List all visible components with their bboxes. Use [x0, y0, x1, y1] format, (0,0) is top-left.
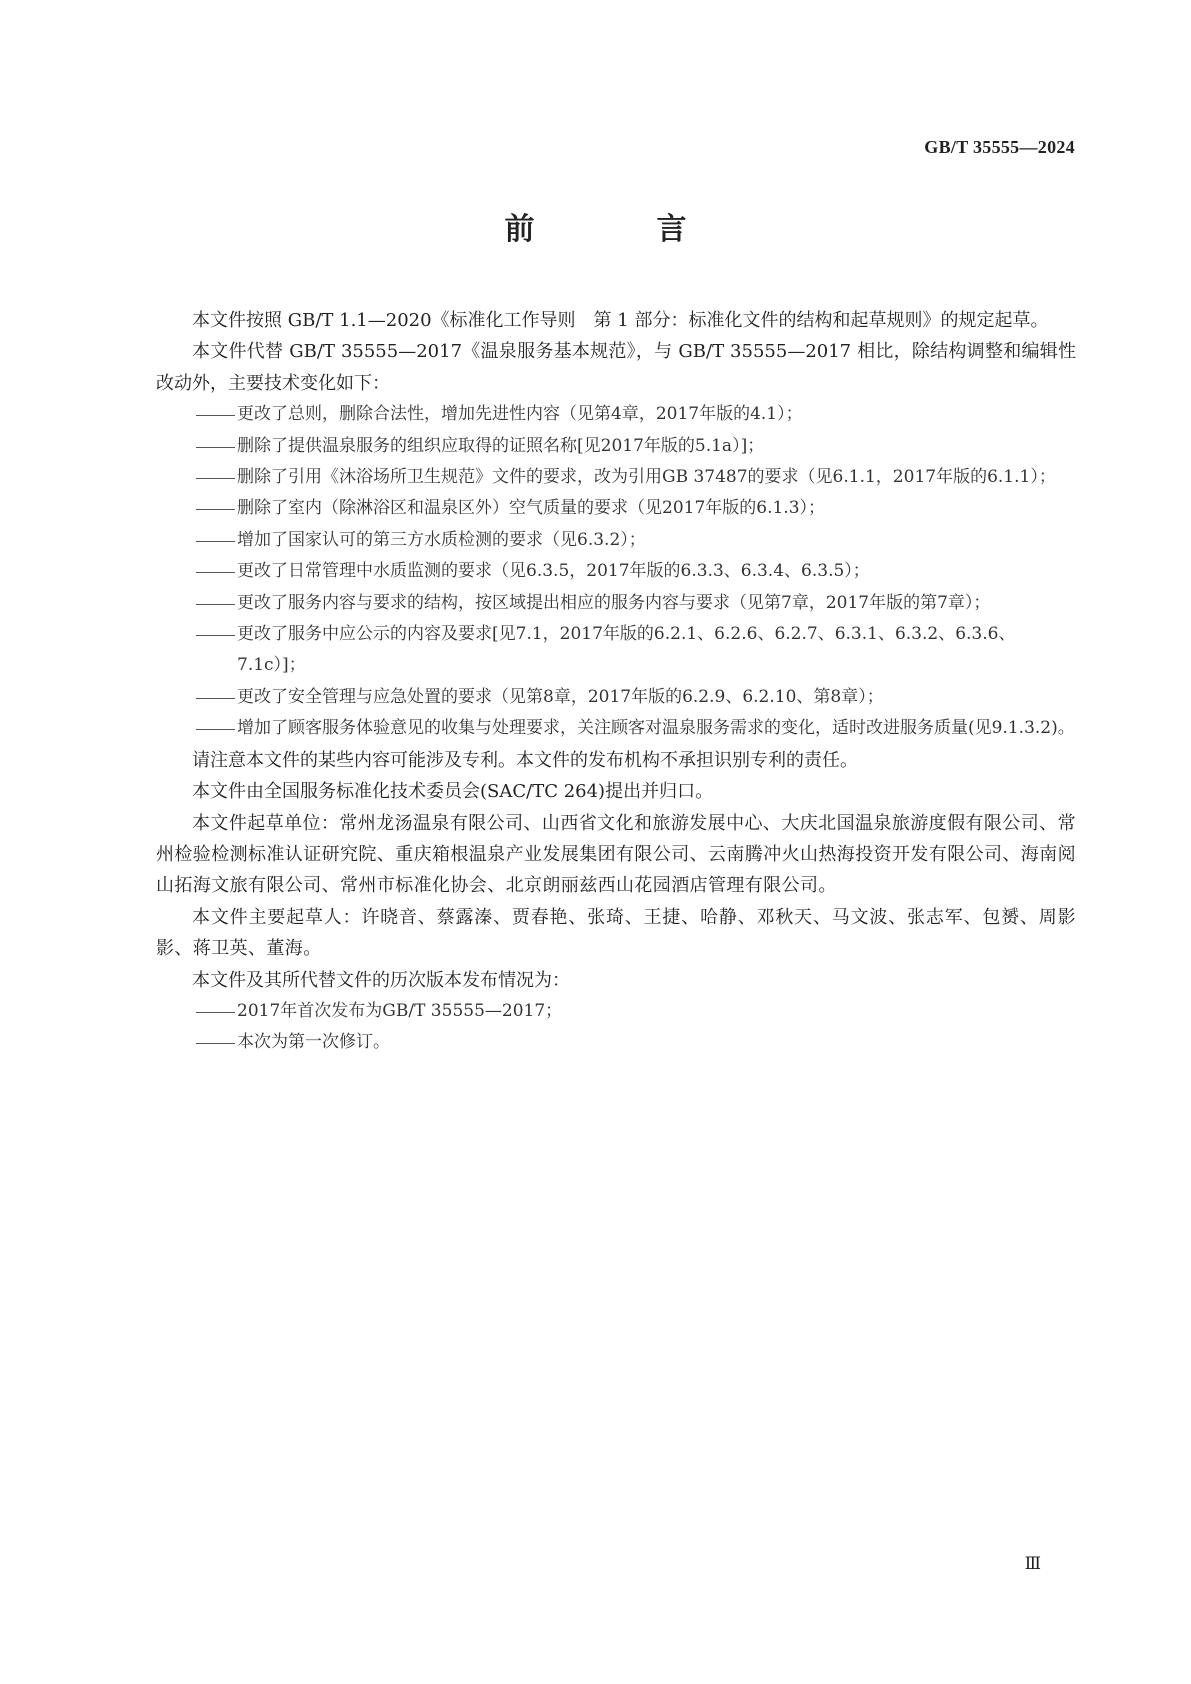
history-list [156, 996, 1076, 1059]
list-item [156, 462, 1076, 493]
list-item-text: 本次为第一次修订。 [237, 1032, 390, 1053]
list-item [156, 996, 1076, 1027]
list-item [156, 1027, 1076, 1058]
list-item [156, 556, 1076, 587]
list-item [156, 588, 1076, 619]
list-item-text: 更改了安全管理与应急处置的要求（见第8章，2017年版的6.2.9、6.2.10、第8章）； [237, 686, 884, 707]
list-item-text: 删除了室内（除淋浴区和温泉区外）空气质量的要求（见2017年版的6.1.3）； [237, 498, 826, 519]
list-item [156, 619, 1076, 682]
standard-number: GB/T 35555—2024 [924, 137, 1075, 157]
paragraph-drafting-rules: 本文件按照 GB/T 1.1—2020《标准化工作导则 第 1 部分：标准化文件的结构和起草规则》的规定起草。 [192, 310, 1049, 331]
list-item-text: 增加了顾客服务体验意见的收集与处理要求，关注顾客对温泉服务需求的变化，适时改进服务质量(见9.1.3.2)。 [237, 718, 1075, 739]
list-item-text: 删除了引用《沐浴场所卫生规范》文件的要求，改为引用GB 37487的要求（见6.1.1，2017年版的6.1.1）； [237, 467, 1056, 488]
list-item-text: 2017年首次发布为GB/T 35555—2017； [237, 1000, 563, 1021]
list-item [156, 682, 1076, 713]
list-item-text: 增加了国家认可的第三方水质检测的要求（见6.3.2）； [237, 529, 646, 550]
list-item [156, 493, 1076, 524]
changes-list [156, 399, 1076, 744]
list-item-text: 删除了提供温泉服务的组织应取得的证照名称[见2017年版的5.1a）]； [237, 435, 765, 456]
paragraph-replacement: 本文件代替 GB/T 35555—2017《温泉服务基本规范》，与 GB/T 35555—2017 相比，除结构调整和编辑性改动外，主要技术变化如下： [156, 341, 1076, 394]
paragraph-proposer: 本文件由全国服务标准化技术委员会(SAC/TC 264)提出并归口。 [192, 781, 714, 803]
list-item-text: 更改了总则，删除合法性，增加先进性内容（见第4章，2017年版的4.1）； [237, 404, 803, 425]
page-title: 前 言 [504, 212, 733, 247]
list-item-text: 更改了服务内容与要求的结构，按区域提出相应的服务内容与要求（见第7章，2017年版的第7章）； [237, 592, 991, 613]
list-item [156, 399, 1076, 430]
list-item-text: 更改了服务中应公示的内容及要求[见7.1，2017年版的6.2.1、6.2.6、6.2.7、6.3.1、6.3.2、6.3.6、7.1c）]； [237, 624, 1016, 676]
paragraph-drafting-units: 本文件起草单位：常州龙汤温泉有限公司、山西省文化和旅游发展中心、大庆北国温泉旅游度假有限公司、常州检验检测标准认证研究院、重庆箱根温泉产业发展集团有限公司、云南腾冲火山热海投资开发有限公司、海南阅山拓海文旅有限公司、常州市标准化协会、北京朗丽兹西山花园酒店管理有限公司。 [156, 812, 1076, 897]
preface-body [156, 305, 1076, 1059]
paragraph-patent-notice: 请注意本文件的某些内容可能涉及专利。本文件的发布机构不承担识别专利的责任。 [192, 749, 858, 771]
list-item [156, 713, 1076, 744]
paragraph-history-intro: 本文件及其所代替文件的历次版本发布情况为： [192, 969, 570, 991]
page-number: Ⅲ [1024, 1554, 1041, 1573]
list-item-text: 更改了日常管理中水质监测的要求（见6.3.5，2017年版的6.3.3、6.3.4、6.3.5）； [237, 561, 870, 582]
list-item [156, 525, 1076, 556]
list-item [156, 431, 1076, 462]
paragraph-drafters: 本文件主要起草人：许晓音、蔡露溱、贾春艳、张琦、王捷、哈静、邓秋天、马文波、张志军、包赟、周影影、蒋卫英、董海。 [156, 906, 1076, 960]
